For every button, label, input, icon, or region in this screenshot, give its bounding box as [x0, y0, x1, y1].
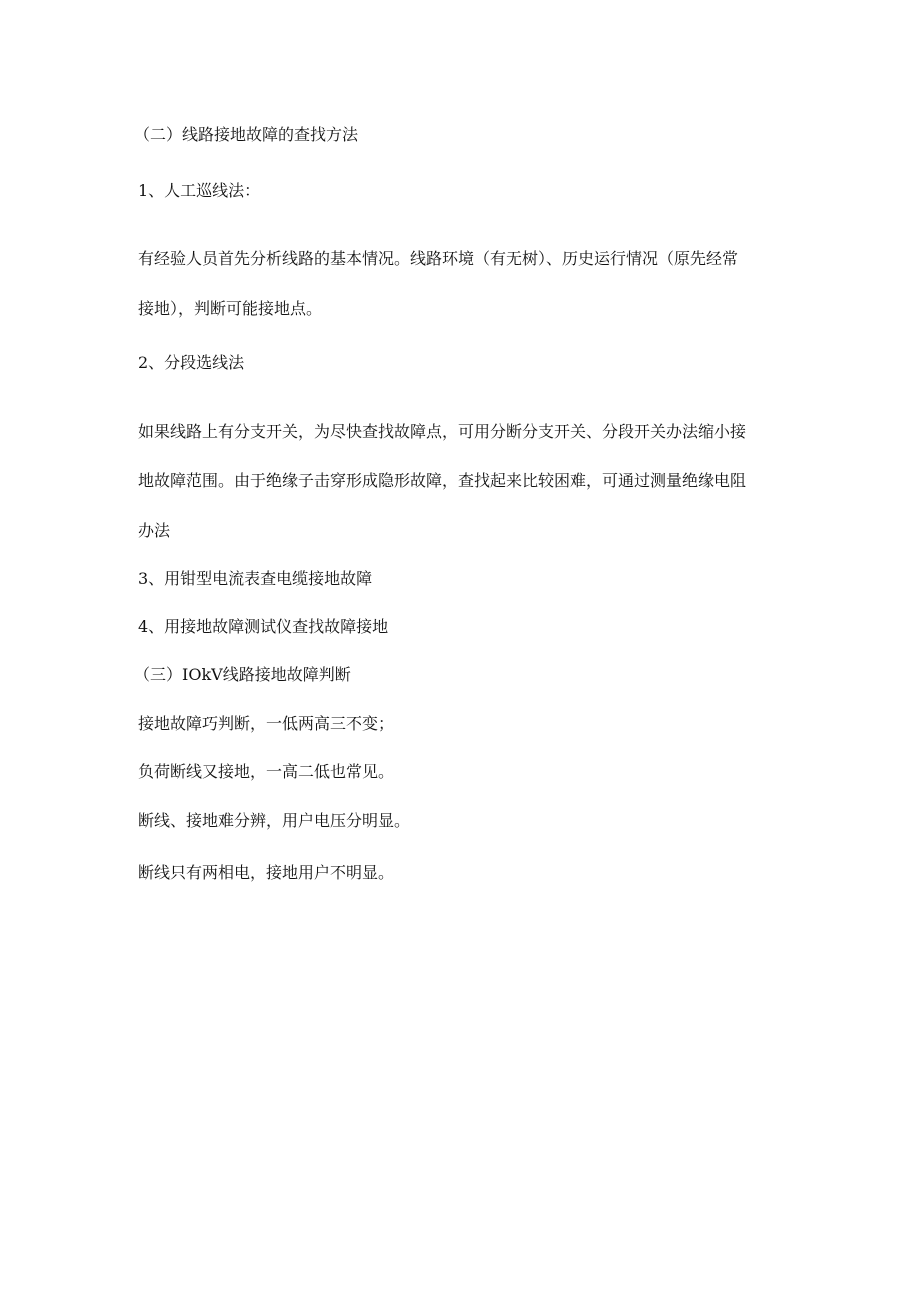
paragraph-line: 有经验人员首先分析线路的基本情况。线路环境（有无树）、历史运行情况（原先经常	[138, 249, 739, 268]
item-2-title: 2、分段选线法	[138, 353, 245, 372]
item-3-title: 3、用钳型电流表查电缆接地故障	[138, 569, 373, 588]
paragraph-line: 接地），判断可能接地点。	[138, 299, 323, 318]
rhyme-line: 断线、接地难分辨，用户电压分明显。	[138, 811, 411, 830]
item-1-paragraph-cont	[138, 298, 788, 320]
item-1-title: 1、人工巡线法：	[138, 181, 261, 200]
item-2-paragraph-end	[138, 520, 788, 542]
section-heading-3: （三）IOkV线路接地故障判断	[134, 665, 351, 684]
paragraph-line: 如果线路上有分支开关，为尽快查找故障点，可用分断分支开关、分段开关办法缩小接	[138, 422, 747, 441]
item-4-title: 4、用接地故障测试仪查找故障接地	[138, 617, 389, 636]
rhyme-line: 断线只有两相电，接地用户不明显。	[138, 863, 395, 882]
rhyme-line: 接地故障巧判断，一低两高三不变；	[138, 714, 395, 733]
item-2-paragraph-cont	[138, 470, 788, 492]
section-heading-2: （二）线路接地故障的查找方法	[134, 125, 359, 144]
rhyme-line: 负荷断线又接地，一高二低也常见。	[138, 762, 395, 781]
item-2-paragraph	[138, 421, 788, 443]
paragraph-line: 地故障范围。由于绝缘子击穿形成隐形故障，查找起来比较困难，可通过测量绝缘电阻	[138, 471, 747, 490]
paragraph-line: 办法	[138, 521, 171, 540]
item-1-paragraph	[138, 248, 788, 270]
